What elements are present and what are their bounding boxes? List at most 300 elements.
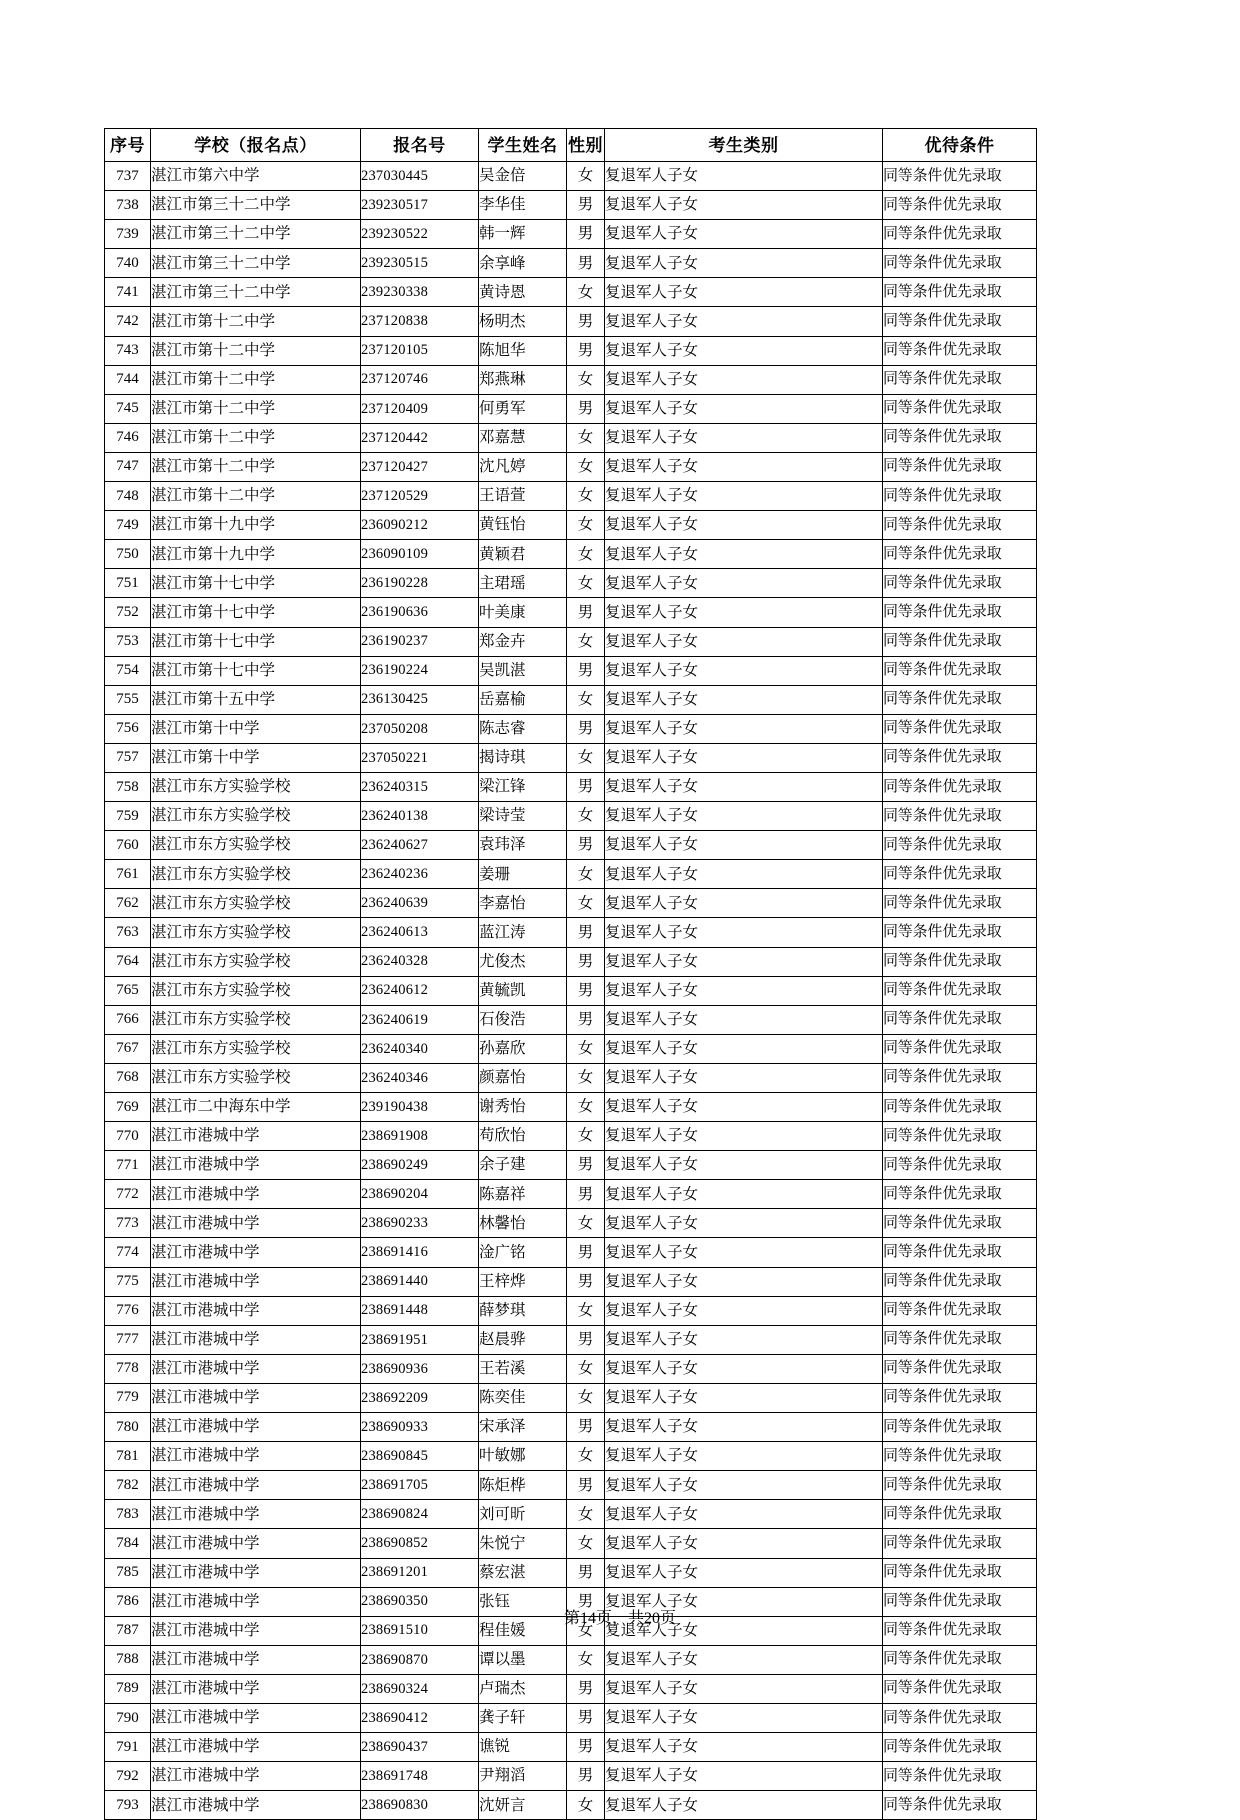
cell-preferential-condition: 同等条件优先录取 xyxy=(883,743,1037,772)
cell-gender: 男 xyxy=(567,1674,605,1703)
cell-student-name: 黄诗恩 xyxy=(479,278,567,307)
cell-gender: 女 xyxy=(567,1296,605,1325)
cell-gender: 女 xyxy=(567,511,605,540)
cell-student-name: 黄颖君 xyxy=(479,540,567,569)
table-row xyxy=(105,860,1037,889)
candidate-roster-table xyxy=(104,128,1037,1820)
table-row xyxy=(105,1383,1037,1412)
table-row xyxy=(105,482,1037,511)
cell-gender: 女 xyxy=(567,1034,605,1063)
cell-school: 湛江市港城中学 xyxy=(151,1180,361,1209)
cell-reg-no: 236190224 xyxy=(361,656,479,685)
cell-school: 湛江市第十二中学 xyxy=(151,423,361,452)
cell-preferential-condition: 同等条件优先录取 xyxy=(883,1267,1037,1296)
table-row xyxy=(105,1733,1037,1762)
cell-index: 747 xyxy=(105,452,151,481)
cell-reg-no: 239230517 xyxy=(361,191,479,220)
cell-index: 743 xyxy=(105,336,151,365)
cell-preferential-condition: 同等条件优先录取 xyxy=(883,336,1037,365)
cell-gender: 男 xyxy=(567,1325,605,1354)
cell-student-name: 沈妍言 xyxy=(479,1791,567,1820)
cell-gender: 男 xyxy=(567,714,605,743)
cell-index: 765 xyxy=(105,976,151,1005)
cell-gender: 男 xyxy=(567,307,605,336)
cell-student-name: 赵晨骅 xyxy=(479,1325,567,1354)
cell-school: 湛江市第十七中学 xyxy=(151,656,361,685)
cell-school: 湛江市港城中学 xyxy=(151,1500,361,1529)
cell-candidate-type: 复退军人子女 xyxy=(605,1645,883,1674)
cell-index: 738 xyxy=(105,191,151,220)
cell-index: 757 xyxy=(105,743,151,772)
cell-index: 790 xyxy=(105,1703,151,1732)
cell-index: 759 xyxy=(105,802,151,831)
table-row xyxy=(105,452,1037,481)
table-row xyxy=(105,1238,1037,1267)
cell-gender: 女 xyxy=(567,569,605,598)
cell-school: 湛江市东方实验学校 xyxy=(151,889,361,918)
cell-candidate-type: 复退军人子女 xyxy=(605,1703,883,1732)
cell-candidate-type: 复退军人子女 xyxy=(605,220,883,249)
cell-gender: 男 xyxy=(567,1733,605,1762)
cell-student-name: 邓嘉慧 xyxy=(479,423,567,452)
table-row xyxy=(105,220,1037,249)
cell-index: 791 xyxy=(105,1733,151,1762)
cell-school: 湛江市港城中学 xyxy=(151,1791,361,1820)
cell-school: 湛江市第十七中学 xyxy=(151,569,361,598)
cell-school: 湛江市第十七中学 xyxy=(151,598,361,627)
cell-reg-no: 236190636 xyxy=(361,598,479,627)
table-row xyxy=(105,1034,1037,1063)
cell-candidate-type: 复退军人子女 xyxy=(605,1471,883,1500)
cell-student-name: 颜嘉怡 xyxy=(479,1063,567,1092)
cell-index: 769 xyxy=(105,1093,151,1122)
cell-index: 741 xyxy=(105,278,151,307)
cell-gender: 女 xyxy=(567,1791,605,1820)
cell-reg-no: 238690870 xyxy=(361,1645,479,1674)
cell-preferential-condition: 同等条件优先录取 xyxy=(883,1733,1037,1762)
cell-school: 湛江市东方实验学校 xyxy=(151,831,361,860)
column-header-candidate-type: 考生类别 xyxy=(605,129,883,162)
cell-gender: 男 xyxy=(567,191,605,220)
cell-school: 湛江市东方实验学校 xyxy=(151,947,361,976)
cell-preferential-condition: 同等条件优先录取 xyxy=(883,423,1037,452)
cell-student-name: 蔡宏湛 xyxy=(479,1558,567,1587)
cell-student-name: 吴凯湛 xyxy=(479,656,567,685)
cell-reg-no: 236240340 xyxy=(361,1034,479,1063)
cell-school: 湛江市东方实验学校 xyxy=(151,1005,361,1034)
cell-index: 776 xyxy=(105,1296,151,1325)
cell-reg-no: 238691748 xyxy=(361,1762,479,1791)
cell-school: 湛江市东方实验学校 xyxy=(151,860,361,889)
table-row xyxy=(105,511,1037,540)
cell-student-name: 卢瑞杰 xyxy=(479,1674,567,1703)
cell-reg-no: 237050208 xyxy=(361,714,479,743)
cell-student-name: 郑金卉 xyxy=(479,627,567,656)
cell-preferential-condition: 同等条件优先录取 xyxy=(883,1791,1037,1820)
cell-index: 750 xyxy=(105,540,151,569)
cell-student-name: 袁玮泽 xyxy=(479,831,567,860)
cell-student-name: 岳嘉榆 xyxy=(479,685,567,714)
table-row xyxy=(105,1413,1037,1442)
cell-school: 湛江市第十二中学 xyxy=(151,336,361,365)
cell-school: 湛江市东方实验学校 xyxy=(151,918,361,947)
cell-student-name: 淦广铭 xyxy=(479,1238,567,1267)
cell-index: 764 xyxy=(105,947,151,976)
cell-gender: 男 xyxy=(567,598,605,627)
cell-index: 772 xyxy=(105,1180,151,1209)
cell-index: 789 xyxy=(105,1674,151,1703)
cell-school: 湛江市港城中学 xyxy=(151,1762,361,1791)
cell-reg-no: 238691440 xyxy=(361,1267,479,1296)
cell-student-name: 谭以墨 xyxy=(479,1645,567,1674)
cell-student-name: 王若溪 xyxy=(479,1354,567,1383)
cell-school: 湛江市港城中学 xyxy=(151,1558,361,1587)
cell-school: 湛江市港城中学 xyxy=(151,1267,361,1296)
cell-preferential-condition: 同等条件优先录取 xyxy=(883,1151,1037,1180)
cell-reg-no: 238690936 xyxy=(361,1354,479,1383)
cell-student-name: 谢秀怡 xyxy=(479,1093,567,1122)
cell-reg-no: 237120529 xyxy=(361,482,479,511)
cell-school: 湛江市第三十二中学 xyxy=(151,278,361,307)
cell-candidate-type: 复退军人子女 xyxy=(605,307,883,336)
cell-index: 755 xyxy=(105,685,151,714)
table-row xyxy=(105,1267,1037,1296)
table-row xyxy=(105,685,1037,714)
cell-preferential-condition: 同等条件优先录取 xyxy=(883,1471,1037,1500)
cell-student-name: 谯锐 xyxy=(479,1733,567,1762)
cell-reg-no: 236240612 xyxy=(361,976,479,1005)
cell-preferential-condition: 同等条件优先录取 xyxy=(883,685,1037,714)
cell-school: 湛江市第十九中学 xyxy=(151,540,361,569)
cell-student-name: 吴金倍 xyxy=(479,162,567,191)
cell-candidate-type: 复退军人子女 xyxy=(605,1616,883,1645)
cell-candidate-type: 复退军人子女 xyxy=(605,1354,883,1383)
cell-preferential-condition: 同等条件优先录取 xyxy=(883,452,1037,481)
cell-school: 湛江市港城中学 xyxy=(151,1587,361,1616)
cell-school: 湛江市东方实验学校 xyxy=(151,772,361,801)
cell-preferential-condition: 同等条件优先录取 xyxy=(883,831,1037,860)
cell-preferential-condition: 同等条件优先录取 xyxy=(883,1674,1037,1703)
cell-reg-no: 239190438 xyxy=(361,1093,479,1122)
cell-reg-no: 238691201 xyxy=(361,1558,479,1587)
cell-reg-no: 238690824 xyxy=(361,1500,479,1529)
cell-candidate-type: 复退军人子女 xyxy=(605,511,883,540)
cell-gender: 男 xyxy=(567,1180,605,1209)
cell-gender: 男 xyxy=(567,1151,605,1180)
cell-gender: 女 xyxy=(567,743,605,772)
cell-candidate-type: 复退军人子女 xyxy=(605,656,883,685)
table-row xyxy=(105,307,1037,336)
cell-gender: 女 xyxy=(567,1645,605,1674)
cell-reg-no: 238690324 xyxy=(361,1674,479,1703)
cell-index: 749 xyxy=(105,511,151,540)
cell-reg-no: 238690852 xyxy=(361,1529,479,1558)
cell-candidate-type: 复退军人子女 xyxy=(605,423,883,452)
cell-candidate-type: 复退军人子女 xyxy=(605,1587,883,1616)
cell-candidate-type: 复退军人子女 xyxy=(605,1413,883,1442)
cell-preferential-condition: 同等条件优先录取 xyxy=(883,1500,1037,1529)
cell-student-name: 郑燕琳 xyxy=(479,365,567,394)
cell-preferential-condition: 同等条件优先录取 xyxy=(883,1354,1037,1383)
cell-candidate-type: 复退军人子女 xyxy=(605,1209,883,1238)
cell-candidate-type: 复退军人子女 xyxy=(605,860,883,889)
cell-school: 湛江市第十二中学 xyxy=(151,307,361,336)
cell-student-name: 宋承泽 xyxy=(479,1413,567,1442)
cell-preferential-condition: 同等条件优先录取 xyxy=(883,656,1037,685)
cell-school: 湛江市第十中学 xyxy=(151,714,361,743)
cell-candidate-type: 复退军人子女 xyxy=(605,1442,883,1471)
column-header-reg-no: 报名号 xyxy=(361,129,479,162)
cell-reg-no: 238690249 xyxy=(361,1151,479,1180)
cell-school: 湛江市第十中学 xyxy=(151,743,361,772)
cell-candidate-type: 复退军人子女 xyxy=(605,947,883,976)
cell-preferential-condition: 同等条件优先录取 xyxy=(883,772,1037,801)
cell-reg-no: 238691908 xyxy=(361,1122,479,1151)
cell-candidate-type: 复退军人子女 xyxy=(605,1122,883,1151)
cell-student-name: 孙嘉欣 xyxy=(479,1034,567,1063)
cell-gender: 女 xyxy=(567,860,605,889)
cell-preferential-condition: 同等条件优先录取 xyxy=(883,1703,1037,1732)
table-row xyxy=(105,627,1037,656)
table-row xyxy=(105,1558,1037,1587)
cell-reg-no: 236240613 xyxy=(361,918,479,947)
cell-index: 745 xyxy=(105,394,151,423)
cell-index: 775 xyxy=(105,1267,151,1296)
cell-reg-no: 238690204 xyxy=(361,1180,479,1209)
cell-index: 773 xyxy=(105,1209,151,1238)
cell-candidate-type: 复退军人子女 xyxy=(605,1674,883,1703)
cell-index: 761 xyxy=(105,860,151,889)
cell-candidate-type: 复退军人子女 xyxy=(605,482,883,511)
cell-gender: 女 xyxy=(567,1093,605,1122)
cell-preferential-condition: 同等条件优先录取 xyxy=(883,191,1037,220)
cell-index: 767 xyxy=(105,1034,151,1063)
cell-school: 湛江市东方实验学校 xyxy=(151,976,361,1005)
cell-index: 744 xyxy=(105,365,151,394)
cell-reg-no: 238692209 xyxy=(361,1383,479,1412)
cell-reg-no: 239230515 xyxy=(361,249,479,278)
cell-preferential-condition: 同等条件优先录取 xyxy=(883,802,1037,831)
cell-gender: 女 xyxy=(567,802,605,831)
cell-preferential-condition: 同等条件优先录取 xyxy=(883,1645,1037,1674)
cell-student-name: 石俊浩 xyxy=(479,1005,567,1034)
cell-preferential-condition: 同等条件优先录取 xyxy=(883,365,1037,394)
cell-reg-no: 238691416 xyxy=(361,1238,479,1267)
cell-school: 湛江市第六中学 xyxy=(151,162,361,191)
cell-school: 湛江市第十二中学 xyxy=(151,452,361,481)
cell-school: 湛江市港城中学 xyxy=(151,1471,361,1500)
table-row xyxy=(105,162,1037,191)
cell-gender: 女 xyxy=(567,482,605,511)
cell-candidate-type: 复退军人子女 xyxy=(605,540,883,569)
cell-reg-no: 237030445 xyxy=(361,162,479,191)
cell-school: 湛江市第三十二中学 xyxy=(151,249,361,278)
table-row xyxy=(105,1471,1037,1500)
cell-preferential-condition: 同等条件优先录取 xyxy=(883,947,1037,976)
table-row xyxy=(105,889,1037,918)
cell-student-name: 尹翔滔 xyxy=(479,1762,567,1791)
table-row xyxy=(105,976,1037,1005)
cell-preferential-condition: 同等条件优先录取 xyxy=(883,1762,1037,1791)
cell-school: 湛江市第十九中学 xyxy=(151,511,361,540)
cell-school: 湛江市港城中学 xyxy=(151,1383,361,1412)
cell-student-name: 蓝江涛 xyxy=(479,918,567,947)
cell-reg-no: 239230522 xyxy=(361,220,479,249)
table-row xyxy=(105,191,1037,220)
table-row xyxy=(105,1791,1037,1820)
table-row xyxy=(105,249,1037,278)
table-row xyxy=(105,365,1037,394)
cell-preferential-condition: 同等条件优先录取 xyxy=(883,1587,1037,1616)
table-row xyxy=(105,423,1037,452)
cell-gender: 女 xyxy=(567,365,605,394)
cell-index: 737 xyxy=(105,162,151,191)
cell-school: 湛江市东方实验学校 xyxy=(151,1034,361,1063)
cell-candidate-type: 复退军人子女 xyxy=(605,889,883,918)
cell-gender: 女 xyxy=(567,1383,605,1412)
cell-candidate-type: 复退军人子女 xyxy=(605,1151,883,1180)
cell-student-name: 程佳媛 xyxy=(479,1616,567,1645)
cell-school: 湛江市第十七中学 xyxy=(151,627,361,656)
cell-student-name: 薛梦琪 xyxy=(479,1296,567,1325)
cell-gender: 女 xyxy=(567,1616,605,1645)
cell-preferential-condition: 同等条件优先录取 xyxy=(883,394,1037,423)
cell-gender: 女 xyxy=(567,278,605,307)
cell-student-name: 王梓烨 xyxy=(479,1267,567,1296)
cell-index: 754 xyxy=(105,656,151,685)
column-header-index: 序号 xyxy=(105,129,151,162)
cell-student-name: 陈旭华 xyxy=(479,336,567,365)
cell-candidate-type: 复退军人子女 xyxy=(605,1762,883,1791)
cell-student-name: 黄钰怡 xyxy=(479,511,567,540)
cell-reg-no: 236240346 xyxy=(361,1063,479,1092)
cell-reg-no: 237120105 xyxy=(361,336,479,365)
cell-index: 766 xyxy=(105,1005,151,1034)
cell-index: 763 xyxy=(105,918,151,947)
table-row xyxy=(105,1703,1037,1732)
cell-reg-no: 237120746 xyxy=(361,365,479,394)
table-row xyxy=(105,831,1037,860)
cell-gender: 男 xyxy=(567,1238,605,1267)
cell-index: 752 xyxy=(105,598,151,627)
cell-school: 湛江市港城中学 xyxy=(151,1442,361,1471)
cell-student-name: 余享峰 xyxy=(479,249,567,278)
cell-candidate-type: 复退军人子女 xyxy=(605,714,883,743)
cell-candidate-type: 复退军人子女 xyxy=(605,1238,883,1267)
cell-gender: 女 xyxy=(567,1354,605,1383)
cell-preferential-condition: 同等条件优先录取 xyxy=(883,1180,1037,1209)
cell-preferential-condition: 同等条件优先录取 xyxy=(883,1383,1037,1412)
cell-preferential-condition: 同等条件优先录取 xyxy=(883,918,1037,947)
cell-preferential-condition: 同等条件优先录取 xyxy=(883,249,1037,278)
cell-index: 768 xyxy=(105,1063,151,1092)
cell-gender: 男 xyxy=(567,1005,605,1034)
cell-preferential-condition: 同等条件优先录取 xyxy=(883,162,1037,191)
cell-candidate-type: 复退军人子女 xyxy=(605,743,883,772)
table-row xyxy=(105,1296,1037,1325)
cell-candidate-type: 复退军人子女 xyxy=(605,1325,883,1354)
table-row xyxy=(105,1063,1037,1092)
cell-school: 湛江市港城中学 xyxy=(151,1413,361,1442)
cell-index: 777 xyxy=(105,1325,151,1354)
cell-reg-no: 236130425 xyxy=(361,685,479,714)
cell-school: 湛江市东方实验学校 xyxy=(151,802,361,831)
table-header xyxy=(105,129,1037,162)
cell-gender: 女 xyxy=(567,889,605,918)
cell-candidate-type: 复退军人子女 xyxy=(605,1296,883,1325)
cell-index: 770 xyxy=(105,1122,151,1151)
cell-gender: 男 xyxy=(567,394,605,423)
table-row xyxy=(105,1093,1037,1122)
cell-gender: 男 xyxy=(567,772,605,801)
cell-reg-no: 238690437 xyxy=(361,1733,479,1762)
cell-index: 742 xyxy=(105,307,151,336)
cell-reg-no: 236240627 xyxy=(361,831,479,860)
cell-reg-no: 238691951 xyxy=(361,1325,479,1354)
cell-candidate-type: 复退军人子女 xyxy=(605,918,883,947)
cell-preferential-condition: 同等条件优先录取 xyxy=(883,220,1037,249)
cell-gender: 女 xyxy=(567,1209,605,1238)
cell-reg-no: 236190237 xyxy=(361,627,479,656)
column-header-school: 学校（报名点） xyxy=(151,129,361,162)
cell-student-name: 李华佳 xyxy=(479,191,567,220)
cell-candidate-type: 复退军人子女 xyxy=(605,1500,883,1529)
cell-candidate-type: 复退军人子女 xyxy=(605,1791,883,1820)
cell-index: 740 xyxy=(105,249,151,278)
cell-school: 湛江市二中海东中学 xyxy=(151,1093,361,1122)
cell-school: 湛江市港城中学 xyxy=(151,1733,361,1762)
cell-index: 782 xyxy=(105,1471,151,1500)
cell-reg-no: 237120838 xyxy=(361,307,479,336)
cell-preferential-condition: 同等条件优先录取 xyxy=(883,976,1037,1005)
cell-preferential-condition: 同等条件优先录取 xyxy=(883,598,1037,627)
cell-reg-no: 238690233 xyxy=(361,1209,479,1238)
cell-gender: 男 xyxy=(567,831,605,860)
cell-index: 786 xyxy=(105,1587,151,1616)
cell-preferential-condition: 同等条件优先录取 xyxy=(883,1558,1037,1587)
table-row xyxy=(105,802,1037,831)
cell-index: 756 xyxy=(105,714,151,743)
cell-reg-no: 236240315 xyxy=(361,772,479,801)
cell-gender: 女 xyxy=(567,452,605,481)
column-header-student-name: 学生姓名 xyxy=(479,129,567,162)
cell-reg-no: 236240619 xyxy=(361,1005,479,1034)
cell-student-name: 梁诗莹 xyxy=(479,802,567,831)
cell-student-name: 李嘉怡 xyxy=(479,889,567,918)
cell-school: 湛江市港城中学 xyxy=(151,1296,361,1325)
cell-student-name: 沈凡婷 xyxy=(479,452,567,481)
table-body xyxy=(105,162,1037,1820)
table-row xyxy=(105,918,1037,947)
table-row xyxy=(105,1442,1037,1471)
cell-index: 774 xyxy=(105,1238,151,1267)
cell-index: 758 xyxy=(105,772,151,801)
cell-candidate-type: 复退军人子女 xyxy=(605,1034,883,1063)
cell-school: 湛江市第十二中学 xyxy=(151,482,361,511)
cell-reg-no: 238690412 xyxy=(361,1703,479,1732)
cell-index: 785 xyxy=(105,1558,151,1587)
cell-school: 湛江市第三十二中学 xyxy=(151,191,361,220)
cell-reg-no: 238690350 xyxy=(361,1587,479,1616)
cell-reg-no: 237120442 xyxy=(361,423,479,452)
cell-student-name: 叶敏娜 xyxy=(479,1442,567,1471)
cell-reg-no: 236240639 xyxy=(361,889,479,918)
cell-student-name: 何勇军 xyxy=(479,394,567,423)
cell-gender: 女 xyxy=(567,1529,605,1558)
cell-school: 湛江市第十二中学 xyxy=(151,365,361,394)
cell-preferential-condition: 同等条件优先录取 xyxy=(883,1442,1037,1471)
cell-reg-no: 238690933 xyxy=(361,1413,479,1442)
